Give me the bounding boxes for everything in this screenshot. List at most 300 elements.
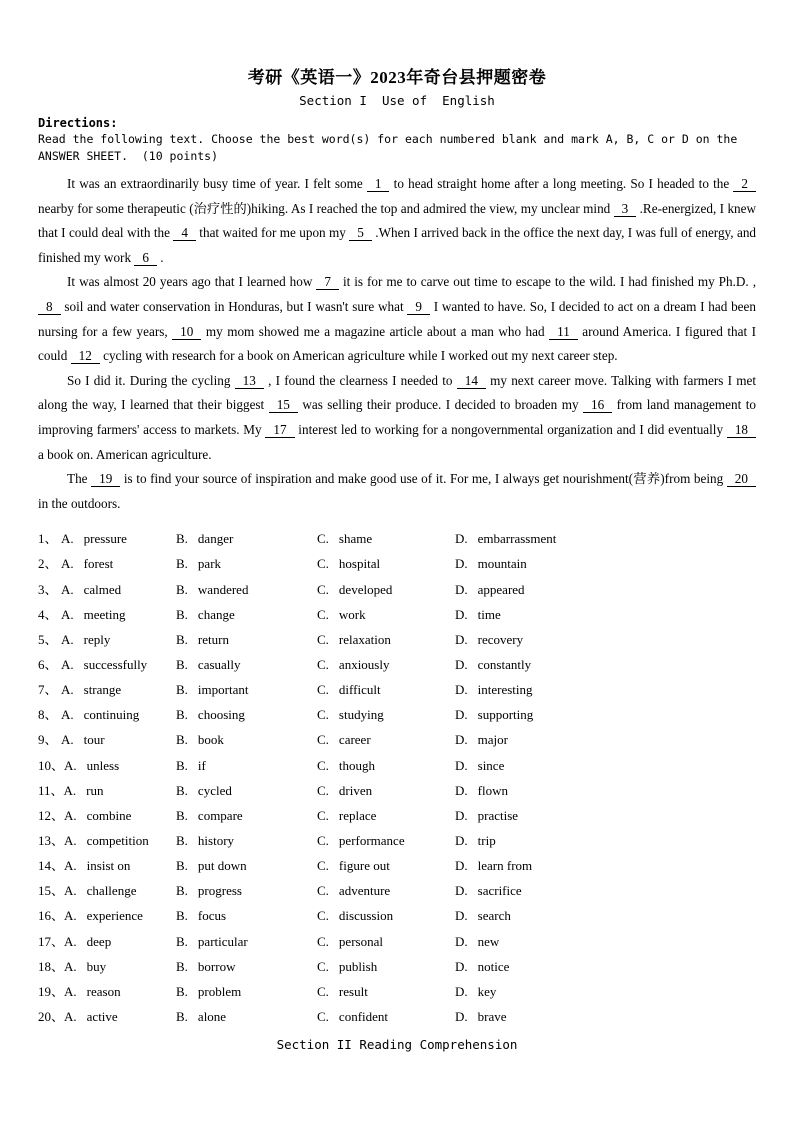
question-row bbox=[38, 729, 756, 754]
option-label: D. bbox=[455, 531, 468, 547]
option-label: A. bbox=[64, 958, 77, 974]
question-number: 13、 bbox=[38, 833, 65, 848]
option-label: B. bbox=[176, 883, 188, 899]
question-row bbox=[38, 579, 756, 604]
option-label: A. bbox=[64, 883, 77, 899]
cloze-blank-17: 17 bbox=[265, 422, 294, 438]
option-label: B. bbox=[176, 958, 188, 974]
option-label: A. bbox=[61, 581, 74, 597]
option-text: anxiously bbox=[338, 657, 390, 673]
option-label: B. bbox=[176, 807, 188, 823]
option-label: B. bbox=[176, 556, 188, 572]
option-text: park bbox=[197, 556, 222, 572]
question-row bbox=[38, 704, 756, 729]
option-cell bbox=[317, 858, 455, 874]
option-text: career bbox=[338, 732, 371, 748]
option-cell bbox=[176, 732, 317, 748]
option-cell bbox=[38, 956, 176, 975]
option-text: put down bbox=[197, 858, 247, 874]
option-text: reason bbox=[86, 983, 121, 999]
option-label: D. bbox=[455, 782, 468, 798]
option-cell bbox=[455, 556, 756, 572]
option-label: A. bbox=[63, 782, 77, 798]
option-label: A. bbox=[64, 983, 77, 999]
option-text: compare bbox=[197, 807, 243, 823]
option-cell bbox=[317, 607, 455, 623]
cloze-blank-9: 9 bbox=[407, 299, 430, 315]
question-row bbox=[38, 528, 756, 553]
cloze-blank-11: 11 bbox=[549, 324, 578, 340]
option-cell bbox=[317, 732, 455, 748]
passage-paragraph: The 19 is to find your source of inspiration and make good use of it. For me, I always get nourishment(营养)from being 20 in the outdoors. bbox=[38, 467, 756, 516]
question-number: 10、 bbox=[38, 757, 65, 773]
option-cell bbox=[176, 556, 317, 572]
option-cell bbox=[455, 1009, 756, 1025]
directions-text: Read the following text. Choose the best word(s) for each numbered blank and mark A, B, C or D on the ANSWER SHEET. (10 points) bbox=[38, 132, 745, 163]
option-cell bbox=[455, 582, 756, 598]
option-text: calmed bbox=[83, 581, 122, 597]
option-label: D. bbox=[455, 908, 468, 924]
option-label: D. bbox=[455, 1008, 468, 1024]
option-label: D. bbox=[455, 858, 468, 874]
option-text: run bbox=[86, 782, 104, 798]
option-text: continuing bbox=[83, 707, 140, 723]
option-cell bbox=[317, 531, 455, 547]
option-text: discussion bbox=[338, 908, 394, 924]
option-text: buy bbox=[86, 958, 107, 974]
option-cell bbox=[317, 582, 455, 598]
question-number: 15、 bbox=[38, 883, 65, 899]
option-text: major bbox=[477, 732, 508, 748]
option-text: difficult bbox=[338, 682, 381, 698]
option-label: B. bbox=[176, 581, 188, 597]
option-cell bbox=[38, 553, 176, 572]
option-cell bbox=[176, 657, 317, 673]
option-cell bbox=[176, 632, 317, 648]
cloze-blank-14: 14 bbox=[457, 373, 486, 389]
option-label: C. bbox=[317, 757, 329, 773]
question-number: 17、 bbox=[38, 933, 65, 949]
question-number: 3、 bbox=[38, 581, 58, 597]
option-text: relaxation bbox=[338, 631, 391, 647]
cloze-blank-4: 4 bbox=[173, 225, 196, 241]
option-label: A. bbox=[61, 682, 74, 698]
option-label: B. bbox=[176, 933, 188, 949]
option-label: C. bbox=[317, 657, 329, 673]
option-label: D. bbox=[455, 757, 468, 773]
option-label: A. bbox=[61, 606, 74, 622]
option-cell bbox=[38, 855, 176, 874]
option-cell bbox=[176, 858, 317, 874]
option-label: A. bbox=[64, 908, 77, 924]
question-row bbox=[38, 880, 756, 905]
option-cell bbox=[317, 758, 455, 774]
option-text: active bbox=[86, 1008, 118, 1024]
question-row bbox=[38, 855, 756, 880]
question-row bbox=[38, 654, 756, 679]
option-text: adventure bbox=[338, 883, 391, 899]
option-text: shame bbox=[338, 531, 373, 547]
cloze-blank-12: 12 bbox=[71, 348, 100, 364]
option-cell bbox=[176, 934, 317, 950]
option-label: B. bbox=[176, 631, 188, 647]
option-text: meeting bbox=[83, 606, 126, 622]
option-label: A. bbox=[61, 707, 74, 723]
option-text: unless bbox=[86, 757, 120, 773]
cloze-blank-15: 15 bbox=[269, 397, 298, 413]
question-number: 12、 bbox=[38, 807, 65, 823]
option-text: danger bbox=[197, 531, 234, 547]
option-text: publish bbox=[338, 958, 378, 974]
option-text: strange bbox=[83, 682, 122, 698]
question-number: 11、 bbox=[38, 782, 64, 798]
option-label: D. bbox=[455, 581, 468, 597]
option-label: D. bbox=[455, 933, 468, 949]
option-label: B. bbox=[176, 782, 188, 798]
option-cell bbox=[176, 984, 317, 1000]
option-cell bbox=[317, 556, 455, 572]
option-label: C. bbox=[317, 732, 329, 748]
option-label: C. bbox=[317, 833, 329, 848]
option-text: pressure bbox=[83, 531, 127, 547]
option-label: B. bbox=[176, 682, 188, 698]
option-cell bbox=[455, 858, 756, 874]
option-cell bbox=[38, 1006, 176, 1025]
option-cell bbox=[455, 833, 756, 849]
option-cell bbox=[176, 758, 317, 774]
option-text: combine bbox=[86, 807, 132, 823]
option-text: notice bbox=[477, 958, 510, 974]
option-label: A. bbox=[64, 1008, 77, 1024]
cloze-blank-13: 13 bbox=[235, 373, 264, 389]
option-cell bbox=[176, 783, 317, 799]
section-heading: Section I Use of English bbox=[299, 93, 495, 108]
option-label: B. bbox=[176, 606, 188, 622]
option-text: progress bbox=[197, 883, 242, 899]
option-text: embarrassment bbox=[477, 531, 557, 547]
option-cell bbox=[317, 908, 455, 924]
option-cell bbox=[38, 981, 176, 1000]
option-cell bbox=[455, 934, 756, 950]
cloze-blank-1: 1 bbox=[367, 176, 390, 192]
option-text: trip bbox=[477, 833, 496, 848]
option-label: D. bbox=[455, 883, 468, 899]
option-text: casually bbox=[197, 657, 241, 673]
option-label: D. bbox=[455, 707, 468, 723]
option-cell bbox=[317, 883, 455, 899]
option-text: recovery bbox=[477, 631, 524, 647]
option-cell bbox=[317, 707, 455, 723]
option-text: performance bbox=[338, 833, 405, 848]
option-label: B. bbox=[176, 732, 188, 748]
option-label: C. bbox=[317, 908, 329, 924]
option-text: book bbox=[197, 732, 224, 748]
option-label: B. bbox=[176, 908, 188, 924]
option-text: insist on bbox=[86, 858, 131, 874]
option-text: brave bbox=[477, 1008, 507, 1024]
question-row bbox=[38, 679, 756, 704]
cloze-blank-2: 2 bbox=[733, 176, 756, 192]
option-cell bbox=[176, 582, 317, 598]
option-text: competition bbox=[86, 833, 149, 848]
option-label: D. bbox=[455, 807, 468, 823]
option-cell bbox=[317, 682, 455, 698]
option-cell bbox=[176, 908, 317, 924]
question-number: 8、 bbox=[38, 707, 58, 723]
option-cell bbox=[38, 830, 176, 849]
option-label: C. bbox=[317, 707, 329, 723]
option-label: A. bbox=[64, 858, 77, 874]
option-text: interesting bbox=[477, 682, 533, 698]
option-text: studying bbox=[338, 707, 384, 723]
cloze-blank-16: 16 bbox=[583, 397, 612, 413]
option-cell bbox=[455, 959, 756, 975]
option-label: D. bbox=[455, 631, 468, 647]
option-label: C. bbox=[317, 1008, 329, 1024]
option-label: A. bbox=[61, 556, 74, 572]
option-label: D. bbox=[455, 732, 468, 748]
option-label: C. bbox=[317, 531, 329, 547]
option-label: A. bbox=[61, 531, 74, 547]
option-cell bbox=[176, 959, 317, 975]
option-text: cycled bbox=[197, 782, 232, 798]
option-label: A. bbox=[61, 657, 74, 673]
cloze-blank-7: 7 bbox=[316, 274, 339, 290]
option-text: challenge bbox=[86, 883, 137, 899]
option-text: developed bbox=[338, 581, 393, 597]
option-text: figure out bbox=[338, 858, 390, 874]
option-cell bbox=[317, 934, 455, 950]
page-title: 考研《英语一》2023年奇台县押题密卷 bbox=[247, 68, 547, 87]
next-section-heading: Section II Reading Comprehension bbox=[276, 1037, 518, 1053]
option-text: history bbox=[197, 833, 235, 848]
question-row bbox=[38, 755, 756, 780]
option-cell bbox=[38, 729, 176, 748]
question-row bbox=[38, 629, 756, 654]
option-cell bbox=[455, 908, 756, 924]
option-label: B. bbox=[176, 531, 188, 547]
question-row bbox=[38, 553, 756, 578]
question-row bbox=[38, 1006, 756, 1031]
option-text: supporting bbox=[477, 707, 534, 723]
option-text: constantly bbox=[477, 657, 532, 673]
option-cell bbox=[455, 707, 756, 723]
option-cell bbox=[38, 805, 176, 824]
option-cell bbox=[317, 783, 455, 799]
option-cell bbox=[455, 808, 756, 824]
question-number: 20、 bbox=[38, 1008, 65, 1024]
option-text: particular bbox=[197, 933, 248, 949]
option-cell bbox=[455, 607, 756, 623]
option-cell bbox=[455, 783, 756, 799]
option-label: C. bbox=[317, 682, 329, 698]
question-number: 19、 bbox=[38, 983, 65, 999]
option-text: borrow bbox=[197, 958, 236, 974]
option-cell bbox=[38, 528, 176, 547]
option-text: learn from bbox=[477, 858, 533, 874]
option-cell bbox=[317, 808, 455, 824]
question-row bbox=[38, 805, 756, 830]
option-cell bbox=[317, 657, 455, 673]
option-cell bbox=[176, 1009, 317, 1025]
option-text: flown bbox=[477, 782, 508, 798]
option-cell bbox=[38, 704, 176, 723]
option-label: D. bbox=[455, 983, 468, 999]
question-row bbox=[38, 931, 756, 956]
option-text: personal bbox=[338, 933, 383, 949]
question-row bbox=[38, 905, 756, 930]
option-cell bbox=[176, 883, 317, 899]
question-row bbox=[38, 604, 756, 629]
option-text: driven bbox=[338, 782, 373, 798]
option-text: experience bbox=[86, 908, 143, 924]
option-label: B. bbox=[176, 983, 188, 999]
directions-label: Directions: bbox=[38, 116, 118, 130]
question-number: 14、 bbox=[38, 858, 65, 874]
option-cell bbox=[317, 984, 455, 1000]
option-text: key bbox=[477, 983, 497, 999]
option-label: D. bbox=[455, 958, 468, 974]
cloze-blank-10: 10 bbox=[172, 324, 201, 340]
option-label: C. bbox=[317, 606, 329, 622]
option-text: result bbox=[338, 983, 368, 999]
option-cell bbox=[455, 984, 756, 1000]
option-label: D. bbox=[455, 657, 468, 673]
option-label: A. bbox=[61, 732, 74, 748]
option-cell bbox=[38, 579, 176, 598]
option-label: C. bbox=[317, 782, 329, 798]
option-text: tour bbox=[83, 732, 105, 748]
option-text: hospital bbox=[338, 556, 381, 572]
option-text: wandered bbox=[197, 581, 249, 597]
option-cell bbox=[455, 531, 756, 547]
option-cell bbox=[38, 604, 176, 623]
cloze-blank-18: 18 bbox=[727, 422, 756, 438]
option-cell bbox=[455, 632, 756, 648]
option-cell bbox=[455, 758, 756, 774]
option-label: C. bbox=[317, 631, 329, 647]
option-text: return bbox=[197, 631, 229, 647]
option-cell bbox=[38, 679, 176, 698]
option-cell bbox=[176, 607, 317, 623]
option-label: B. bbox=[176, 833, 188, 848]
question-number: 1、 bbox=[38, 531, 58, 547]
option-label: C. bbox=[317, 858, 329, 874]
option-cell bbox=[317, 632, 455, 648]
option-text: search bbox=[477, 908, 511, 924]
option-cell bbox=[38, 780, 176, 799]
question-number: 9、 bbox=[38, 732, 58, 748]
question-number: 18、 bbox=[38, 958, 65, 974]
option-label: C. bbox=[317, 933, 329, 949]
question-row bbox=[38, 981, 756, 1006]
option-cell bbox=[317, 833, 455, 849]
option-text: though bbox=[338, 757, 376, 773]
option-text: appeared bbox=[477, 581, 525, 597]
option-cell bbox=[176, 808, 317, 824]
passage bbox=[38, 172, 756, 516]
option-label: B. bbox=[176, 858, 188, 874]
option-cell bbox=[317, 1009, 455, 1025]
option-label: A. bbox=[61, 631, 74, 647]
question-number: 6、 bbox=[38, 657, 58, 673]
option-text: if bbox=[197, 757, 206, 773]
option-text: since bbox=[477, 757, 505, 773]
option-cell bbox=[176, 833, 317, 849]
option-label: B. bbox=[176, 757, 188, 773]
option-text: time bbox=[477, 606, 501, 622]
option-label: D. bbox=[455, 606, 468, 622]
option-text: change bbox=[197, 606, 235, 622]
option-cell bbox=[38, 905, 176, 924]
option-label: A. bbox=[64, 807, 77, 823]
option-text: successfully bbox=[83, 657, 148, 673]
option-text: work bbox=[338, 606, 366, 622]
option-label: A. bbox=[64, 757, 77, 773]
option-cell bbox=[38, 880, 176, 899]
option-text: sacrifice bbox=[477, 883, 522, 899]
cloze-blank-5: 5 bbox=[349, 225, 372, 241]
cloze-blank-19: 19 bbox=[91, 471, 120, 487]
option-text: forest bbox=[83, 556, 114, 572]
question-row bbox=[38, 780, 756, 805]
option-text: alone bbox=[197, 1008, 227, 1024]
option-label: B. bbox=[176, 1008, 188, 1024]
option-text: deep bbox=[86, 933, 112, 949]
question-number: 5、 bbox=[38, 631, 58, 647]
option-label: C. bbox=[317, 807, 329, 823]
option-label: C. bbox=[317, 958, 329, 974]
question-number: 2、 bbox=[38, 556, 58, 572]
option-text: practise bbox=[477, 807, 519, 823]
cloze-blank-3: 3 bbox=[614, 201, 637, 217]
option-label: D. bbox=[455, 833, 468, 848]
option-cell bbox=[38, 654, 176, 673]
question-row bbox=[38, 830, 756, 855]
option-label: A. bbox=[64, 833, 77, 848]
option-cell bbox=[317, 959, 455, 975]
questions-list bbox=[38, 528, 756, 1031]
cloze-blank-8: 8 bbox=[38, 299, 61, 315]
passage-paragraph: It was almost 20 years ago that I learned how 7 it is for me to carve out time to escape to the wild. I had finished my Ph.D. ,8 soil and water conservation in Honduras, but I wasn't sure what 9 I wanted to have. So, I decided to act on a dream I had been nursing for a few years, 10 my mom showed me a magazine article about a man who had 11 around America. I figured that I could 12 cycling with research for a book on American agriculture while I worked out my next career step. bbox=[38, 274, 756, 364]
option-text: choosing bbox=[197, 707, 245, 723]
option-label: C. bbox=[317, 983, 329, 999]
option-label: A. bbox=[64, 933, 77, 949]
question-row bbox=[38, 956, 756, 981]
option-label: C. bbox=[317, 883, 329, 899]
option-text: focus bbox=[197, 908, 227, 924]
option-text: important bbox=[197, 682, 249, 698]
option-text: problem bbox=[197, 983, 242, 999]
passage-paragraph: It was an extraordinarily busy time of year. I felt some 1 to head straight home after a long meeting. So I headed to the 2 nearby for some therapeutic (治疗性的)hiking. As I reached the top and admired the view, my unclear mind 3 .Re-energized, I knew that I could deal with the 4 that waited for me upon my 5 .When I arrived back in the office the next day, I was full of energy, and finished my work 6 . bbox=[38, 176, 757, 265]
option-text: new bbox=[477, 933, 500, 949]
option-text: confident bbox=[338, 1008, 389, 1024]
passage-paragraph: So I did it. During the cycling 13 , I found the clearness I needed to 14 my next career move. Talking with farmers I met along the way, I learned that their biggest 15 was selling their produce. I decided to broaden my 16 from land management to improving farmers' access to markets. My 17 interest led to working for a nongovernmental organization and I did eventually 18 a book on. American agriculture. bbox=[38, 372, 756, 462]
option-text: replace bbox=[338, 807, 377, 823]
option-cell bbox=[455, 682, 756, 698]
option-label: C. bbox=[317, 581, 329, 597]
question-number: 16、 bbox=[38, 908, 65, 924]
option-cell bbox=[455, 732, 756, 748]
option-label: D. bbox=[455, 556, 468, 572]
option-text: reply bbox=[83, 631, 111, 647]
option-cell bbox=[455, 883, 756, 899]
option-text: mountain bbox=[477, 556, 527, 572]
option-cell bbox=[176, 707, 317, 723]
question-number: 7、 bbox=[38, 682, 58, 698]
option-label: B. bbox=[176, 657, 188, 673]
option-label: C. bbox=[317, 556, 329, 572]
